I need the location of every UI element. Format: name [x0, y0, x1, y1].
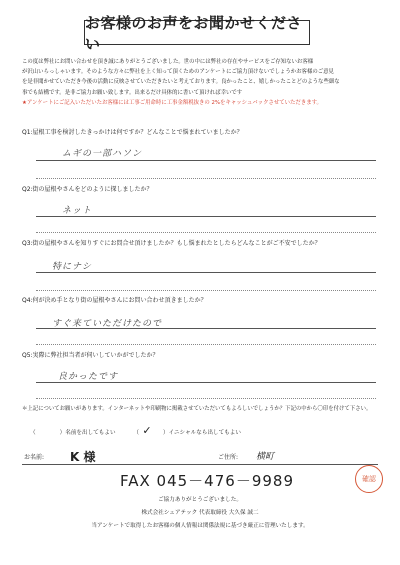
option-initial-ok-checkmark[interactable]: ✓: [142, 424, 152, 437]
option-name-ok[interactable]: （ ）名前を出してもよい: [30, 430, 116, 436]
question-1-label: Q1:屋根工事を検討したきっかけは何ですか？どんなことで悩まれていましたか？: [22, 129, 243, 136]
intro-line-4: 事でも結構です。是非ご協力お願い致します。出来るだけ具体的に書いて頂ければ幸いです: [22, 89, 243, 96]
question-3-answer: 特にナシ: [52, 262, 92, 272]
customer-info-row: [22, 446, 378, 466]
question-5-line-1: [36, 382, 376, 383]
question-4-answer: すぐ来ていただけたので: [52, 319, 163, 329]
question-1-answer: ムギの一部ハソン: [62, 149, 143, 159]
footer-thanks: ご協力ありがとうございました。: [158, 497, 242, 503]
question-4-label: Q4:何が決め手となり街の屋根やさんにお問い合わせ頂きましたか？: [22, 297, 207, 304]
intro-line-1: この度は弊社にお問い合わせを頂き誠にありがとうございました。世の中には弊社の存在やサービスをご存知ないお客様: [22, 59, 314, 65]
confirmation-stamp: [355, 465, 383, 493]
question-2-line-2: [36, 232, 376, 233]
cashback-note: ★アンケートにご記入いただいたお客様には工事ご用命時に工事金額税抜きの 2%をキャッシュバックさせていただきます。: [22, 99, 322, 106]
footer-company: 株式会社シェアテック 代表取締役 大久保 誠二: [141, 510, 259, 516]
address-label: ご住所:: [218, 454, 239, 461]
question-2-label: Q2:街の屋根やさんをどのように探しましたか？: [22, 186, 153, 193]
name-label: お名前:: [24, 454, 45, 461]
stamp-text: 確認: [362, 474, 376, 483]
question-2-line-1: [36, 216, 376, 217]
question-4-line-1: [36, 328, 376, 329]
question-3-label: Q3:街の屋根やさんを知りすぐにお問合せ頂けましたか？もし悩まれたとしたらどんなことがご不安でしたか？: [22, 240, 321, 247]
intro-text: [22, 57, 382, 108]
customer-info-underline: [22, 464, 378, 465]
question-5-line-2: [36, 398, 376, 399]
question-5-label: Q5:実際に弊社担当者が伺いしていかがでしたか？: [22, 352, 159, 359]
option-name-ok-label: 名前を出してもよい: [65, 430, 116, 436]
question-4-line-2: [36, 344, 376, 345]
question-1-line-2: [36, 178, 376, 179]
intro-line-3: を是非聞かせていただき今後の活動に反映させていただきたいと考えております。良かったこと、嬉しかったことどのような些細な: [22, 79, 340, 86]
intro-line-2: が沢山いらっしゃいます。そのような方々に弊社を上く知って頂くためのアンケートにご協力頂けないでしょうかお客様のご意見: [22, 69, 334, 76]
name-value: K 様: [70, 450, 96, 464]
question-3-line-2: [36, 290, 376, 291]
publication-permission-text: ＊上記についてお願いがあります。インターネットや印刷物に掲載させていただいてもよろしいでしょうか？下記の中から〇印を付けて下さい。: [22, 406, 372, 412]
question-2-answer: ネット: [62, 206, 93, 216]
publication-options: [30, 424, 257, 437]
question-3-line-1: [36, 272, 376, 273]
page-title: お客様のお声をお聞かせください: [84, 20, 310, 45]
question-1-line-1: [36, 160, 376, 161]
footer-privacy: 当アンケートで取得したお客様の個人情報は関係法規に基づき厳正に管理いたします。: [91, 523, 309, 529]
fax-number: FAX 045－476－9989: [120, 472, 294, 490]
address-value: 横町: [256, 452, 275, 462]
option-initial-ok-label: イニシャルなら出してもよい: [168, 430, 241, 436]
option-initial-ok[interactable]: （ ✓ ）イニシャルなら出してもよい: [133, 424, 241, 437]
question-5-answer: 良かったです: [58, 372, 119, 382]
